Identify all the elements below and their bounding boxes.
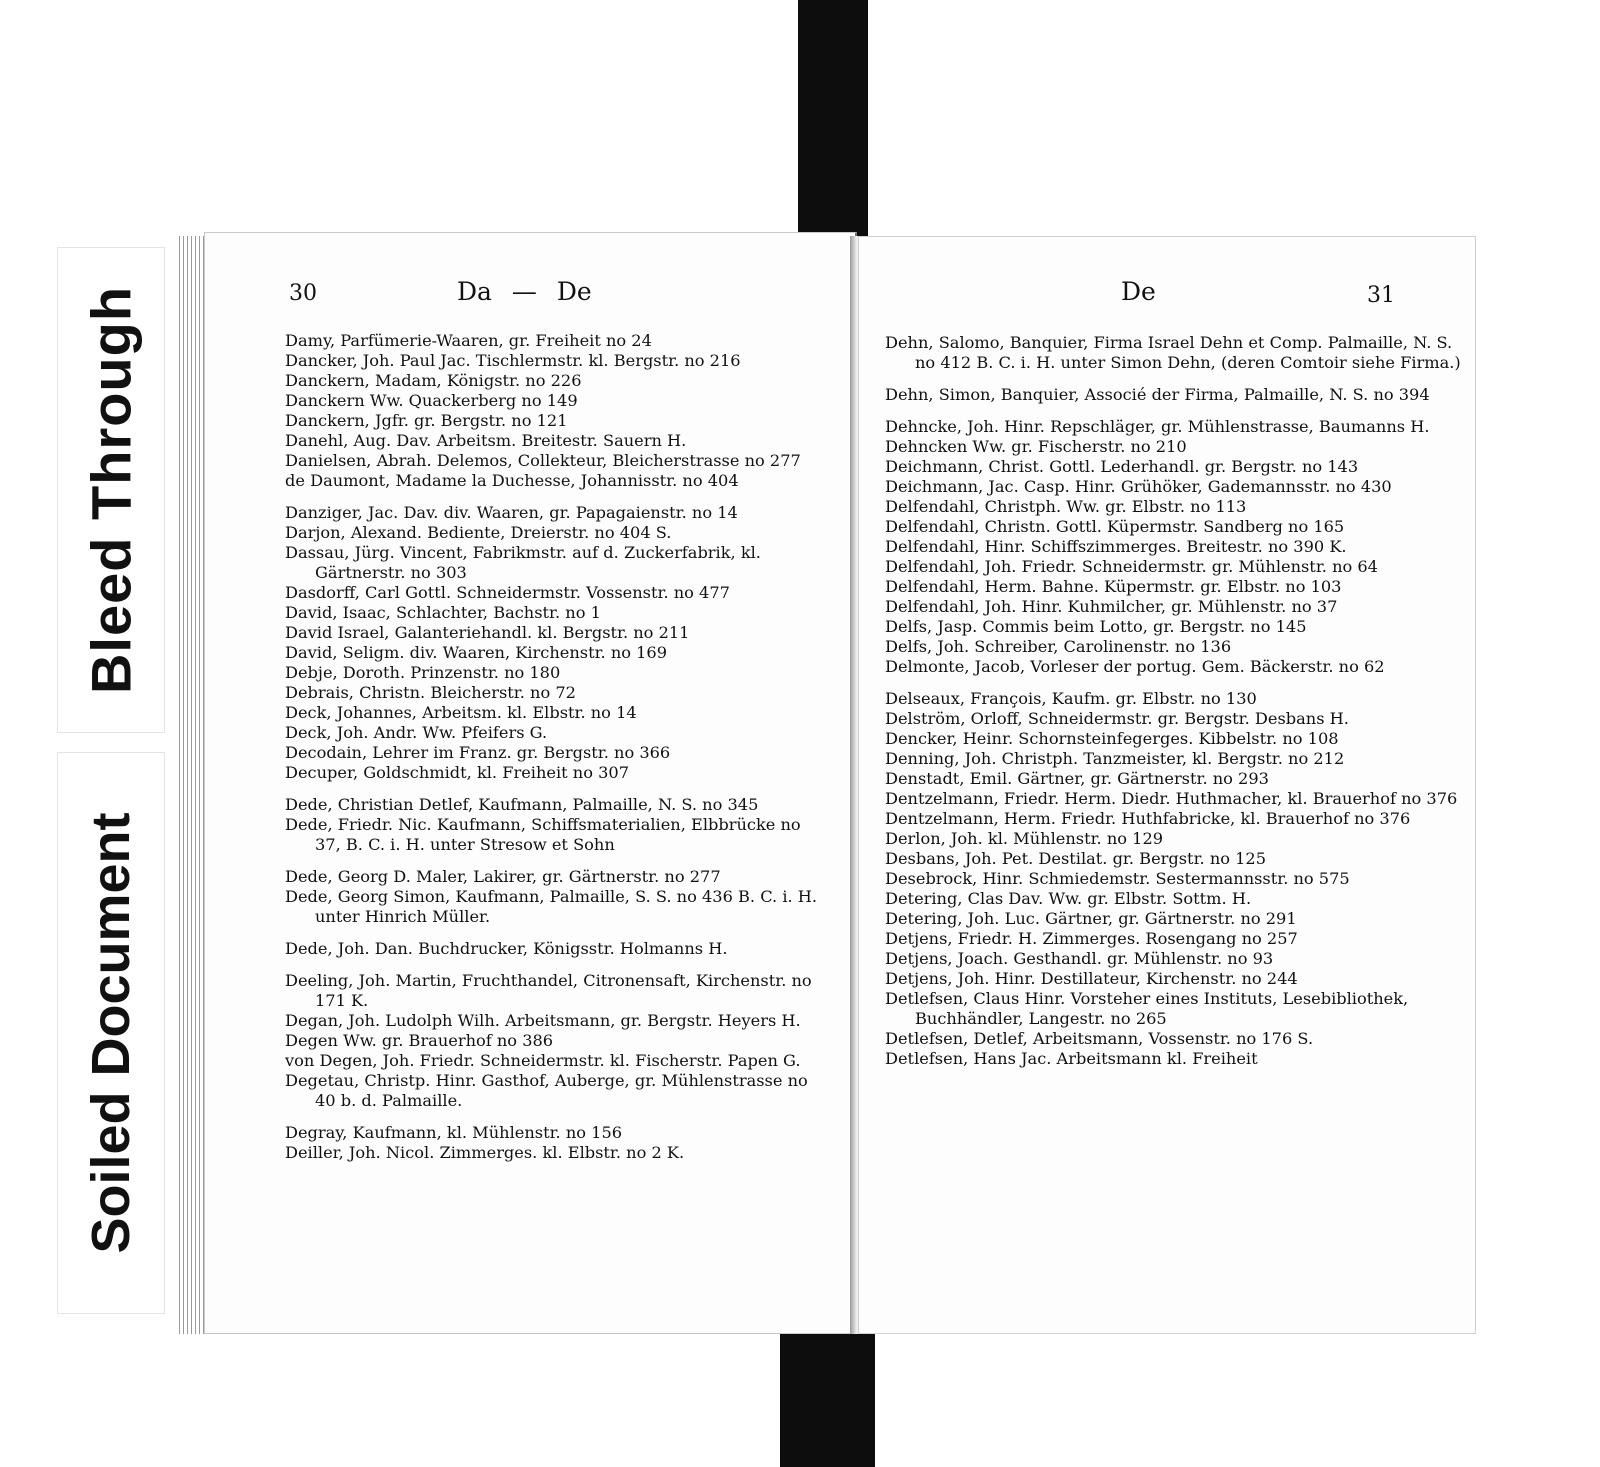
directory-entry: Deck, Joh. Andr. Ww. Pfeifers G. <box>285 723 548 742</box>
directory-entry: Danckern, Jgfr. gr. Bergstr. no 121 <box>285 411 568 430</box>
directory-entry: Dassau, Jürg. Vincent, Fabrikmstr. auf d. Zuckerfabrik, kl. Gärtnerstr. no 303 <box>285 543 761 582</box>
directory-entry: Delfendahl, Christn. Gottl. Küpermstr. Sandberg no 165 <box>885 517 1345 536</box>
directory-entry: Dancker, Joh. Paul Jac. Tischlermstr. kl. Bergstr. no 216 <box>285 351 741 370</box>
directory-entry: Delfendahl, Herm. Bahne. Küpermstr. gr. Elbstr. no 103 <box>885 577 1342 596</box>
directory-entry: Dehncken Ww. gr. Fischerstr. no 210 <box>885 437 1187 456</box>
directory-entry: Delmonte, Jacob, Vorleser der portug. Gem. Bäckerstr. no 62 <box>885 657 1385 676</box>
directory-entry: Detlefsen, Hans Jac. Arbeitsmann kl. Freiheit <box>885 1049 1258 1068</box>
directory-entry: Debje, Doroth. Prinzenstr. no 180 <box>285 663 561 682</box>
directory-entry: David, Seligm. div. Waaren, Kirchenstr. no 169 <box>285 643 668 662</box>
directory-entry: von Degen, Joh. Friedr. Schneidermstr. kl. Fischerstr. Papen G. <box>285 1051 801 1070</box>
bleed-through-label: Bleed Through <box>79 285 143 695</box>
directory-entry: Dede, Friedr. Nic. Kaufmann, Schiffsmaterialien, Elbbrücke no 37, B. C. i. H. unter Stresow et Sohn <box>285 815 801 854</box>
directory-entry: Delfendahl, Hinr. Schiffszimmerges. Breitestr. no 390 K. <box>885 537 1347 556</box>
directory-entry: de Daumont, Madame la Duchesse, Johannisstr. no 404 <box>285 471 739 490</box>
directory-entry: Detering, Joh. Luc. Gärtner, gr. Gärtnerstr. no 291 <box>885 909 1297 928</box>
directory-entry: Dede, Christian Detlef, Kaufmann, Palmaille, N. S. no 345 <box>285 795 759 814</box>
directory-entry: Degray, Kaufmann, kl. Mühlenstr. no 156 <box>285 1123 623 1142</box>
directory-entry: Damy, Parfümerie-Waaren, gr. Freiheit no 24 <box>285 331 652 350</box>
directory-entry: Dehn, Salomo, Banquier, Firma Israel Dehn et Comp. Palmaille, N. S. no 412 B. C. i. H. unter Simon Dehn, (deren Comtoir siehe Firma.) <box>885 333 1461 372</box>
directory-entry: Decuper, Goldschmidt, kl. Freiheit no 307 <box>285 763 629 782</box>
directory-entry: Deeling, Joh. Martin, Fruchthandel, Citronensaft, Kirchenstr. no 171 K. <box>285 971 812 1010</box>
directory-entry: Danehl, Aug. Dav. Arbeitsm. Breitestr. Sauern H. <box>285 431 687 450</box>
directory-entry: Danckern Ww. Quackerberg no 149 <box>285 391 578 410</box>
directory-entry: Detjens, Joh. Hinr. Destillateur, Kirchenstr. no 244 <box>885 969 1298 988</box>
directory-entry: Delseaux, François, Kaufm. gr. Elbstr. no 130 <box>885 689 1257 708</box>
directory-entry: Degen Ww. gr. Brauerhof no 386 <box>285 1031 554 1050</box>
directory-entry: Degan, Joh. Ludolph Wilh. Arbeitsmann, gr. Bergstr. Heyers H. <box>285 1011 801 1030</box>
directory-entry: Detjens, Friedr. H. Zimmerges. Rosengang no 257 <box>885 929 1298 948</box>
directory-entry: Detering, Clas Dav. Ww. gr. Elbstr. Sottm. H. <box>885 889 1252 908</box>
directory-entry: Dehn, Simon, Banquier, Associé der Firma, Palmaille, N. S. no 394 <box>885 385 1430 404</box>
book-spine-top <box>798 0 868 240</box>
directory-entry: Denstadt, Emil. Gärtner, gr. Gärtnerstr. no 293 <box>885 769 1269 788</box>
directory-entry: Decodain, Lehrer im Franz. gr. Bergstr. no 366 <box>285 743 671 762</box>
directory-entry: Detjens, Joach. Gesthandl. gr. Mühlenstr. no 93 <box>885 949 1274 968</box>
directory-entry: Detlefsen, Claus Hinr. Vorsteher eines Instituts, Lesebibliothek, Buchhändler, Langestr. no 265 <box>885 989 1409 1028</box>
directory-entry: Delfs, Joh. Schreiber, Carolinenstr. no 136 <box>885 637 1232 656</box>
directory-entry: Deiller, Joh. Nicol. Zimmerges. kl. Elbstr. no 2 K. <box>285 1143 685 1162</box>
directory-entry: Deck, Johannes, Arbeitsm. kl. Elbstr. no 14 <box>285 703 637 722</box>
right-page-entries <box>885 333 1465 1069</box>
left-page-entries <box>285 331 831 1163</box>
directory-entry: Dehncke, Joh. Hinr. Repschläger, gr. Mühlenstrasse, Baumanns H. <box>885 417 1430 436</box>
directory-entry: Desebrock, Hinr. Schmiedemstr. Sestermannsstr. no 575 <box>885 869 1350 888</box>
directory-entry: Darjon, Alexand. Bediente, Dreierstr. no 404 S. <box>285 523 672 542</box>
soiled-document-label: Soiled Document <box>81 812 141 1254</box>
directory-entry: Degetau, Christp. Hinr. Gasthof, Auberge, gr. Mühlenstrasse no 40 b. d. Palmaille. <box>285 1071 808 1110</box>
right-page-number: 31 <box>1367 283 1395 308</box>
right-page-heading: De <box>1121 277 1156 306</box>
directory-entry: Dede, Joh. Dan. Buchdrucker, Königsstr. Holmanns H. <box>285 939 728 958</box>
directory-entry: Dede, Georg D. Maler, Lakirer, gr. Gärtnerstr. no 277 <box>285 867 721 886</box>
directory-entry: Desbans, Joh. Pet. Destilat. gr. Bergstr. no 125 <box>885 849 1267 868</box>
book-spine-bottom <box>780 1322 875 1467</box>
directory-entry: Delfendahl, Christph. Ww. gr. Elbstr. no 113 <box>885 497 1247 516</box>
left-page-heading: Da — De <box>457 277 592 306</box>
directory-entry: Dasdorff, Carl Gottl. Schneidermstr. Vossenstr. no 477 <box>285 583 730 602</box>
left-page <box>204 232 857 1334</box>
directory-entry: Danckern, Madam, Königstr. no 226 <box>285 371 582 390</box>
directory-entry: Delfs, Jasp. Commis beim Lotto, gr. Bergstr. no 145 <box>885 617 1307 636</box>
directory-entry: Debrais, Christn. Bleicherstr. no 72 <box>285 683 576 702</box>
right-page <box>858 236 1476 1334</box>
directory-entry: Deichmann, Jac. Casp. Hinr. Grühöker, Gademannsstr. no 430 <box>885 477 1392 496</box>
directory-entry: Denning, Joh. Christph. Tanzmeister, kl. Bergstr. no 212 <box>885 749 1345 768</box>
directory-entry: Deichmann, Christ. Gottl. Lederhandl. gr. Bergstr. no 143 <box>885 457 1359 476</box>
soiled-document-label-tab <box>57 752 165 1314</box>
directory-entry: Dencker, Heinr. Schornsteinfegerges. Kibbelstr. no 108 <box>885 729 1339 748</box>
directory-entry: Danielsen, Abrah. Delemos, Collekteur, Bleicherstrasse no 277 <box>285 451 801 470</box>
directory-entry: Delfendahl, Joh. Friedr. Schneidermstr. gr. Mühlenstr. no 64 <box>885 557 1378 576</box>
directory-entry: Detlefsen, Detlef, Arbeitsmann, Vossenstr. no 176 S. <box>885 1029 1314 1048</box>
bleed-through-label-tab <box>57 247 165 733</box>
left-page-header <box>205 233 855 306</box>
directory-entry: Danziger, Jac. Dav. div. Waaren, gr. Papagaienstr. no 14 <box>285 503 738 522</box>
directory-entry: Delström, Orloff, Schneidermstr. gr. Bergstr. Desbans H. <box>885 709 1349 728</box>
directory-entry: Dede, Georg Simon, Kaufmann, Palmaille, S. S. no 436 B. C. i. H. unter Hinrich Müller. <box>285 887 818 926</box>
directory-entry: Derlon, Joh. kl. Mühlenstr. no 129 <box>885 829 1164 848</box>
directory-entry: David Israel, Galanteriehandl. kl. Bergstr. no 211 <box>285 623 690 642</box>
directory-entry: Delfendahl, Joh. Hinr. Kuhmilcher, gr. Mühlenstr. no 37 <box>885 597 1338 616</box>
directory-entry: Dentzelmann, Friedr. Herm. Diedr. Huthmacher, kl. Brauerhof no 376 <box>885 789 1458 808</box>
directory-entry: Dentzelmann, Herm. Friedr. Huthfabricke, kl. Brauerhof no 376 <box>885 809 1411 828</box>
right-page-header <box>859 237 1475 308</box>
directory-entry: David, Isaac, Schlachter, Bachstr. no 1 <box>285 603 601 622</box>
left-page-number: 30 <box>289 281 317 306</box>
